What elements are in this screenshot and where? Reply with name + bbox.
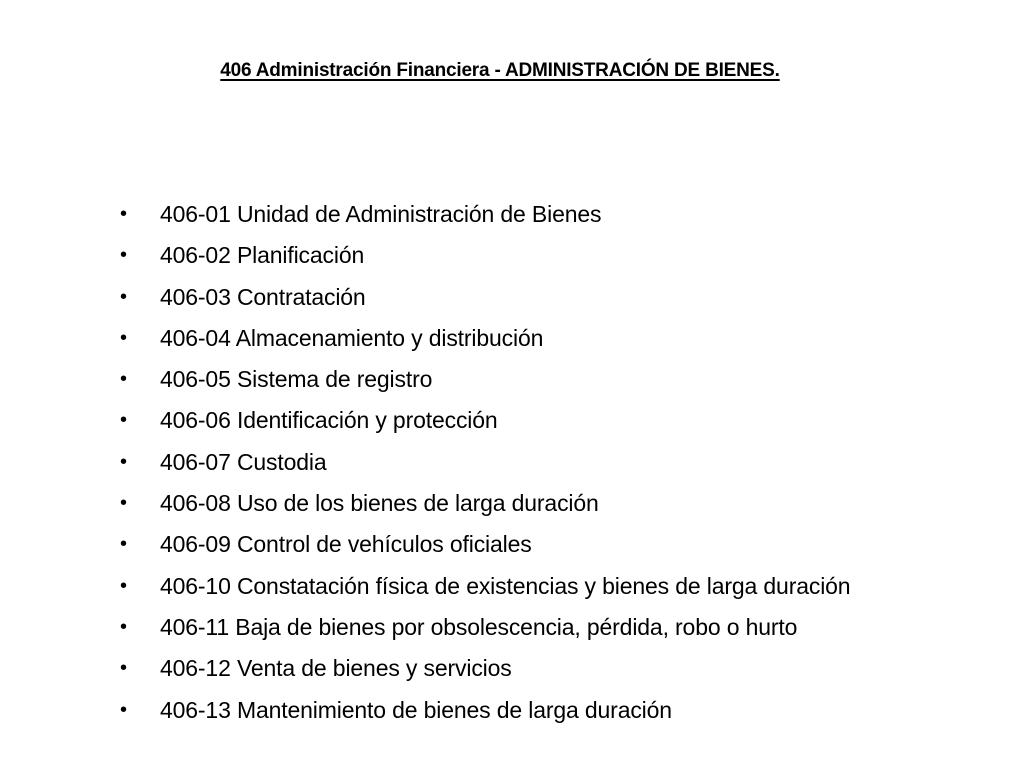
bullet-list — [120, 196, 1000, 733]
bullet-dot-icon: • — [120, 615, 127, 638]
bullet-item — [120, 444, 1000, 485]
bullet-item — [120, 609, 1000, 650]
bullet-dot-icon: • — [120, 326, 127, 349]
bullet-text: 406-02 Planificación — [160, 242, 365, 269]
bullet-dot-icon: • — [120, 450, 127, 473]
bullet-item — [120, 568, 1000, 609]
bullet-item — [120, 485, 1000, 526]
bullet-text: 406-09 Control de vehículos oficiales — [160, 531, 532, 558]
bullet-text: 406-05 Sistema de registro — [160, 366, 433, 393]
bullet-dot-icon: • — [120, 533, 127, 556]
bullet-dot-icon: • — [120, 409, 127, 432]
bullet-item — [120, 279, 1000, 320]
bullet-dot-icon: • — [120, 368, 127, 391]
bullet-dot-icon: • — [120, 285, 127, 308]
bullet-text: 406-07 Custodia — [160, 448, 327, 475]
bullet-text: 406-13 Mantenimiento de bienes de larga duración — [160, 696, 672, 723]
bullet-item — [120, 526, 1000, 567]
bullet-dot-icon: • — [120, 657, 127, 680]
bullet-item — [120, 692, 1000, 733]
bullet-item — [120, 402, 1000, 443]
bullet-item — [120, 237, 1000, 278]
bullet-text: 406-01 Unidad de Administración de Bienes — [160, 201, 602, 227]
bullet-dot-icon: • — [120, 698, 127, 721]
bullet-item — [120, 320, 1000, 361]
bullet-dot-icon: • — [120, 492, 127, 515]
bullet-item — [120, 650, 1000, 691]
bullet-item — [120, 196, 1000, 237]
bullet-text: 406-03 Contratación — [160, 283, 366, 310]
bullet-text: 406-04 Almacenamiento y distribución — [160, 324, 544, 351]
bullet-text: 406-11 Baja de bienes por obsolescencia, pérdida, robo o hurto — [160, 613, 798, 640]
bullet-text: 406-12 Venta de bienes y servicios — [160, 655, 512, 682]
bullet-text: 406-06 Identificación y protección — [160, 407, 498, 434]
bullet-dot-icon: • — [120, 203, 127, 225]
bullet-dot-icon: • — [120, 244, 127, 267]
bullet-item — [120, 361, 1000, 402]
bullet-text: 406-10 Constatación física de existencias y bienes de larga duración — [160, 572, 851, 599]
bullet-text: 406-08 Uso de los bienes de larga duración — [160, 490, 599, 517]
bullet-dot-icon: • — [120, 574, 127, 597]
slide-title: 406 Administración Financiera - ADMINISTRACIÓN DE BIENES. — [220, 60, 780, 81]
